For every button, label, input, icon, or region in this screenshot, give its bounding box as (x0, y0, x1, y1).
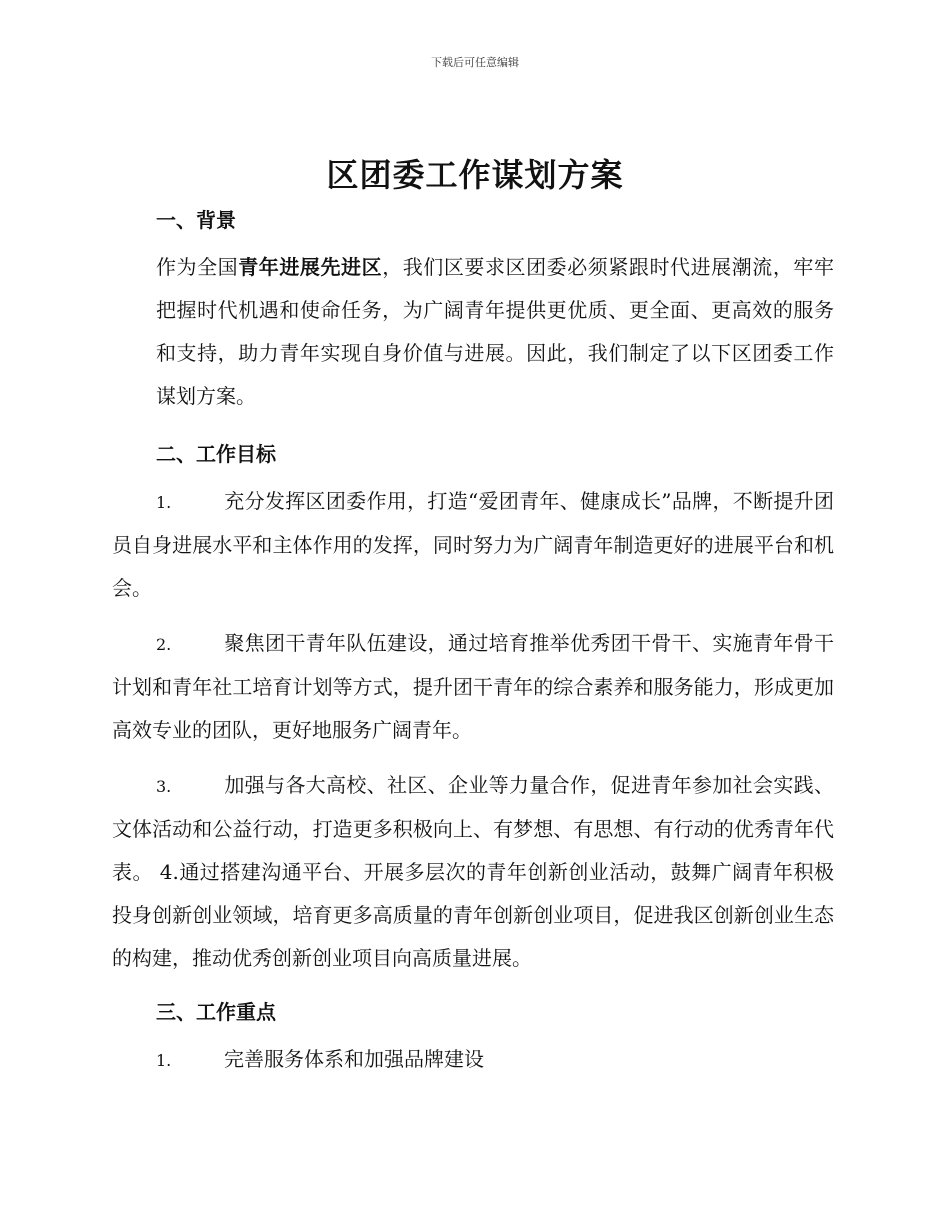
focus-item-text: 完善服务体系和加强品牌建设 (224, 1047, 484, 1071)
section-heading-focus: 三、工作重点 (156, 1000, 276, 1024)
background-rest: ，我们区要求区团委必须紧跟时代进展潮流，牢牢把握时代机遇和使命任务，为广阔青年提供更优质、更全面、更高效的服务和支持，助力青年实现自身价值与进展。因此，我们制定了以下区团委工作谋划方案。 (156, 255, 834, 408)
goal-item-number: 1. (156, 493, 172, 512)
document-body (112, 200, 834, 1082)
goal-item-number: 2. (156, 635, 172, 654)
goal-item-number: 3. (156, 777, 172, 796)
background-paragraph (112, 246, 834, 418)
goal-item-3 (112, 764, 834, 980)
section-heading-goals: 二、工作目标 (156, 442, 276, 466)
goal-item-2 (112, 622, 834, 752)
background-emphasis: 青年进展先进区 (238, 255, 383, 279)
background-lead: 作为全国 (156, 255, 239, 279)
goal-item-text: 聚焦团干青年队伍建设，通过培育推举优秀团干骨干、实施青年骨干计划和青年社工培育计划等方式，提升团干青年的综合素养和服务能力，形成更加高效专业的团队，更好地服务广阔青年。 (112, 631, 834, 742)
goal-item-1 (112, 480, 834, 610)
focus-item-1 (112, 1038, 834, 1082)
section-heading-background: 一、背景 (156, 208, 236, 232)
goal-item-text: 充分发挥区团委作用，打造“爱团青年、健康成长”品牌，不断提升团员自身进展水平和主体作用的发挥，同时努力为广阔青年制造更好的进展平台和机会。 (112, 489, 834, 600)
goal-item-text: 加强与各大高校、社区、企业等力量合作，促进青年参加社会实践、文体活动和公益行动，打造更多积极向上、有梦想、有思想、有行动的优秀青年代表。 4.通过搭建沟通平台、开展多层次的青年创新创业活动，鼓舞广阔青年积极投身创新创业领域，培育更多高质量的青年创新创业项目，促进我区创新创业生态的构建，推动优秀创新创业项目向高质量进展。 (112, 773, 834, 970)
document-title: 区团委工作谋划方案 (326, 156, 624, 194)
page-header: 下载后可任意编辑 (431, 56, 519, 69)
focus-item-number: 1. (156, 1051, 172, 1070)
